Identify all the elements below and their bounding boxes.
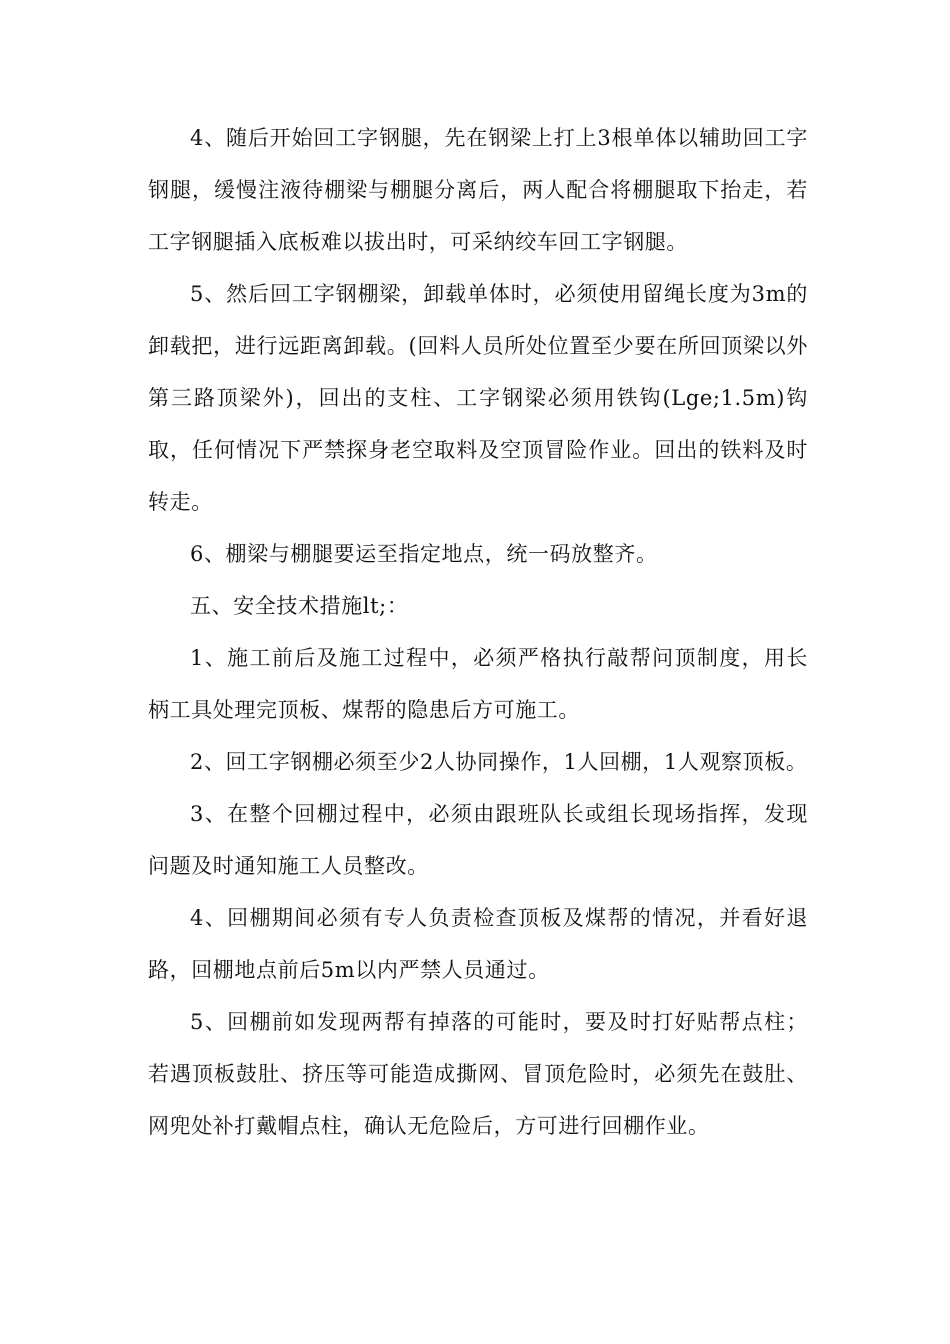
paragraph-safety-4: 4、回棚期间必须有专人负责检查顶板及煤帮的情况，并看好退路，回棚地点前后5m以内严禁人员通过。 (148, 906, 808, 982)
paragraph-safety-5: 5、回棚前如发现两帮有掉落的可能时，要及时打好贴帮点柱；若遇顶板鼓肚、挤压等可能造成撕网、冒顶危险时，必须先在鼓肚、网兜处补打戴帽点柱，确认无危险后，方可进行回棚作业。 (148, 1010, 808, 1138)
paragraph-safety-2: 2、回工字钢棚必须至少2人协同操作，1人回棚，1人观察顶板。 (190, 750, 808, 774)
paragraph-step-4-remove-legs: 4、随后开始回工字钢腿，先在钢梁上打上3根单体以辅助回工字钢腿，缓慢注液待棚梁与棚腿分离后，两人配合将棚腿取下抬走，若工字钢腿插入底板难以拔出时，可采纳绞车回工字钢腿。 (148, 126, 808, 254)
document-body (148, 112, 808, 1152)
paragraph-safety-1: 1、施工前后及施工过程中，必须严格执行敲帮问顶制度，用长柄工具处理完顶板、煤帮的隐患后方可施工。 (148, 646, 808, 722)
section-heading-safety-measures: 五、安全技术措施lt;： (190, 594, 409, 618)
paragraph-step-6-stack-materials: 6、棚梁与棚腿要运至指定地点，统一码放整齐。 (190, 542, 658, 566)
paragraph-step-5-remove-beams: 5、然后回工字钢棚梁，卸载单体时，必须使用留绳长度为3m的卸载把，进行远距离卸载。(回料人员所处位置至少要在所回顶梁以外第三路顶梁外)，回出的支柱、工字钢梁必须用铁钩(Lge;1.5m)钩取，任何情况下严禁探身老空取料及空顶冒险作业。回出的铁料及时转走。 (148, 282, 808, 514)
paragraph-safety-3: 3、在整个回棚过程中，必须由跟班队长或组长现场指挥，发现问题及时通知施工人员整改。 (148, 802, 808, 878)
